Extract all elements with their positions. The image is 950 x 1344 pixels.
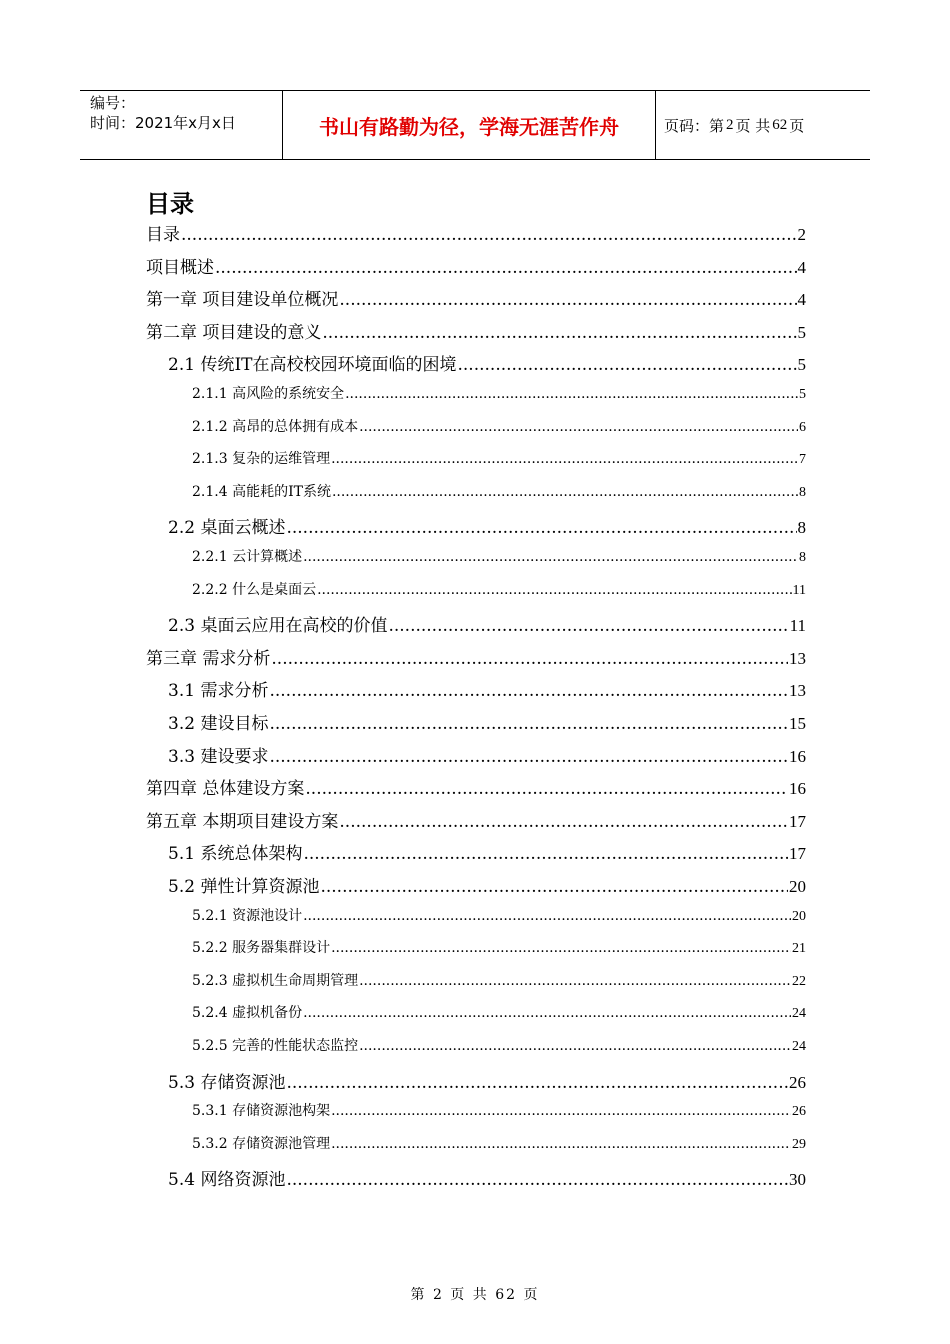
toc-entry-page: 21 bbox=[792, 941, 806, 957]
page-prefix: 页码：第 bbox=[664, 116, 725, 135]
page-middle: 页 共 bbox=[735, 116, 771, 135]
toc-entry-page: 16 bbox=[789, 779, 806, 799]
toc-entry[interactable] bbox=[146, 774, 806, 799]
toc-entry-title: 5.3.2 存储资源池管理 bbox=[192, 1135, 331, 1152]
toc-leader-dots bbox=[303, 844, 788, 864]
toc-entry-title: 5.2 弹性计算资源池 bbox=[168, 877, 320, 897]
page-header bbox=[80, 90, 870, 160]
toc-leader-dots bbox=[215, 258, 797, 278]
toc-entry[interactable] bbox=[146, 807, 806, 832]
header-info bbox=[80, 91, 282, 159]
toc-leader-dots bbox=[271, 649, 788, 669]
toc-entry-title: 第一章 项目建设单位概况 bbox=[146, 290, 339, 311]
toc-entry-title: 第二章 项目建设的意义 bbox=[146, 322, 322, 343]
toc-leader-dots bbox=[331, 1136, 791, 1152]
toc-entry[interactable] bbox=[192, 1002, 806, 1022]
toc-entry[interactable] bbox=[192, 383, 806, 403]
toc-entry-title: 2.2.1 云计算概述 bbox=[192, 549, 303, 565]
toc-entry-title: 5.1 系统总体架构 bbox=[168, 844, 303, 865]
toc-entry-title: 2.1.3 复杂的运维管理 bbox=[192, 451, 331, 468]
toc-entry-page: 7 bbox=[799, 452, 806, 468]
toc-entry-page: 22 bbox=[792, 973, 806, 989]
toc-entry-title: 3.1 需求分析 bbox=[168, 681, 269, 702]
toc-entry[interactable] bbox=[192, 448, 806, 468]
toc-entry-page: 4 bbox=[797, 290, 806, 310]
toc-title: 目录 bbox=[146, 190, 194, 218]
toc-leader-dots bbox=[359, 973, 791, 989]
toc-entry-title: 目录 bbox=[146, 225, 180, 245]
toc-leader-dots bbox=[331, 1103, 791, 1119]
toc-leader-dots bbox=[339, 812, 788, 832]
toc-entry[interactable] bbox=[146, 220, 806, 245]
toc-entry[interactable] bbox=[146, 318, 806, 343]
toc-entry-page: 17 bbox=[789, 844, 806, 864]
toc-leader-dots bbox=[269, 714, 788, 734]
toc-entry-page: 8 bbox=[797, 518, 806, 538]
toc-entry-page: 4 bbox=[797, 257, 806, 277]
toc-leader-dots bbox=[332, 484, 798, 500]
toc-entry[interactable] bbox=[168, 709, 806, 734]
toc-entry[interactable] bbox=[192, 416, 806, 436]
toc-entry[interactable] bbox=[192, 481, 806, 501]
toc-entry-title: 5.3 存储资源池 bbox=[168, 1072, 286, 1093]
toc-entry-page: 8 bbox=[799, 484, 806, 500]
toc-entry[interactable] bbox=[146, 285, 806, 310]
toc-entry-title: 5.2.5 完善的性能状态监控 bbox=[192, 1038, 359, 1054]
toc-entry-page: 26 bbox=[789, 1072, 806, 1092]
toc-entry-title: 第三章 需求分析 bbox=[146, 648, 271, 669]
toc-leader-dots bbox=[331, 451, 798, 467]
toc-leader-dots bbox=[305, 779, 788, 799]
toc-entry-title: 3.2 建设目标 bbox=[168, 714, 269, 734]
toc-entry-page: 11 bbox=[789, 616, 806, 636]
page-total: 62 bbox=[772, 116, 788, 133]
toc-entry-page: 24 bbox=[792, 1006, 806, 1022]
toc-leader-dots bbox=[303, 908, 791, 924]
toc-entry-title: 5.2.4 虚拟机备份 bbox=[192, 1005, 303, 1022]
toc-entry[interactable] bbox=[168, 676, 806, 701]
document-date-label: 时间：2021年x月x日 bbox=[90, 114, 236, 132]
toc-leader-dots bbox=[286, 1073, 788, 1093]
toc-entry-page: 20 bbox=[789, 877, 806, 896]
toc-leader-dots bbox=[181, 225, 797, 245]
toc-leader-dots bbox=[388, 616, 788, 636]
toc-entry[interactable] bbox=[192, 970, 806, 990]
toc-leader-dots bbox=[269, 681, 788, 701]
toc-leader-dots bbox=[303, 549, 798, 565]
toc-entry-title: 5.4 网络资源池 bbox=[168, 1170, 286, 1191]
toc-entry-page: 20 bbox=[792, 908, 806, 924]
toc-entry[interactable] bbox=[192, 1035, 806, 1055]
header-motto: 书山有路勤为径，学海无涯苦作舟 bbox=[282, 91, 656, 159]
toc-leader-dots bbox=[339, 290, 796, 310]
toc-entry[interactable] bbox=[192, 579, 806, 599]
toc-entry[interactable] bbox=[192, 905, 806, 925]
toc-leader-dots bbox=[286, 1170, 788, 1190]
toc-entry[interactable] bbox=[168, 611, 806, 636]
toc-leader-dots bbox=[458, 355, 797, 375]
toc-entry-page: 15 bbox=[789, 714, 806, 733]
toc-entry-title: 第四章 总体建设方案 bbox=[146, 779, 305, 800]
toc-leader-dots bbox=[269, 747, 788, 767]
toc-leader-dots bbox=[303, 1005, 791, 1021]
toc-leader-dots bbox=[320, 877, 788, 897]
toc-entry[interactable] bbox=[168, 839, 806, 864]
toc-entry-page: 26 bbox=[792, 1104, 806, 1120]
toc-entry-title: 2.3 桌面云应用在高校的价值 bbox=[168, 616, 388, 637]
toc-leader-dots bbox=[345, 386, 798, 402]
toc-entry[interactable] bbox=[168, 872, 806, 897]
toc-entry-page: 17 bbox=[789, 811, 806, 831]
page-current: 2 bbox=[726, 116, 734, 133]
toc-entry[interactable] bbox=[192, 1100, 806, 1120]
toc-leader-dots bbox=[286, 518, 796, 538]
toc-entry-page: 11 bbox=[792, 582, 806, 598]
toc-entry-page: 5 bbox=[797, 355, 806, 375]
toc-entry-page: 6 bbox=[799, 419, 806, 435]
toc-entry[interactable] bbox=[146, 644, 806, 669]
toc-leader-dots bbox=[322, 323, 796, 343]
toc-entry-title: 5.2.3 虚拟机生命周期管理 bbox=[192, 972, 359, 989]
toc-leader-dots bbox=[359, 1038, 791, 1054]
toc-leader-dots bbox=[331, 940, 791, 956]
toc-entry-page: 24 bbox=[792, 1039, 806, 1054]
toc-entry-title: 5.2.1 资源池设计 bbox=[192, 907, 303, 924]
toc-entry-title: 项目概述 bbox=[146, 257, 214, 278]
toc-entry-title: 2.1.2 高昂的总体拥有成本 bbox=[192, 418, 359, 435]
page-suffix: 页 bbox=[789, 116, 805, 135]
toc-entry-page: 16 bbox=[789, 746, 806, 766]
toc-entry-page: 30 bbox=[789, 1170, 806, 1190]
toc-entry-title: 5.3.1 存储资源池构架 bbox=[192, 1103, 331, 1120]
toc-entry[interactable] bbox=[192, 1133, 806, 1153]
toc-entry-page: 8 bbox=[799, 550, 806, 565]
toc-leader-dots bbox=[317, 582, 791, 598]
toc-entry[interactable] bbox=[168, 1165, 806, 1190]
toc-entry-page: 5 bbox=[797, 322, 806, 342]
toc-entry-page: 29 bbox=[792, 1136, 806, 1152]
toc-entry-page: 13 bbox=[789, 648, 806, 668]
toc-entry[interactable] bbox=[192, 546, 806, 566]
toc-entry-title: 2.1 传统IT在高校校园环境面临的困境 bbox=[168, 355, 457, 376]
toc-entry[interactable] bbox=[168, 742, 806, 767]
toc-entry[interactable] bbox=[192, 937, 806, 957]
toc-entry[interactable] bbox=[168, 1068, 806, 1093]
page-footer: 第 2 页 共 62 页 bbox=[410, 1287, 540, 1303]
toc-entry[interactable] bbox=[168, 513, 806, 538]
toc-entry-title: 2.2.2 什么是桌面云 bbox=[192, 581, 317, 598]
toc-entry-page: 13 bbox=[789, 681, 806, 701]
toc-entry-title: 2.1.1 高风险的系统安全 bbox=[192, 386, 345, 402]
toc-entry-page: 5 bbox=[799, 387, 806, 402]
header-page-info bbox=[656, 91, 870, 159]
toc-entry-title: 3.3 建设要求 bbox=[168, 746, 269, 767]
toc-entry-title: 第五章 本期项目建设方案 bbox=[146, 811, 339, 832]
toc-entry-title: 2.2 桌面云概述 bbox=[168, 518, 286, 539]
toc-entry-page: 2 bbox=[797, 225, 806, 244]
document-number-label: 编号： bbox=[90, 94, 136, 112]
toc-entry[interactable] bbox=[168, 350, 806, 375]
toc-entry-title: 5.2.2 服务器集群设计 bbox=[192, 940, 331, 957]
toc-entry[interactable] bbox=[146, 253, 806, 278]
toc-entry-title: 2.1.4 高能耗的IT系统 bbox=[192, 483, 331, 500]
toc-leader-dots bbox=[359, 419, 798, 435]
